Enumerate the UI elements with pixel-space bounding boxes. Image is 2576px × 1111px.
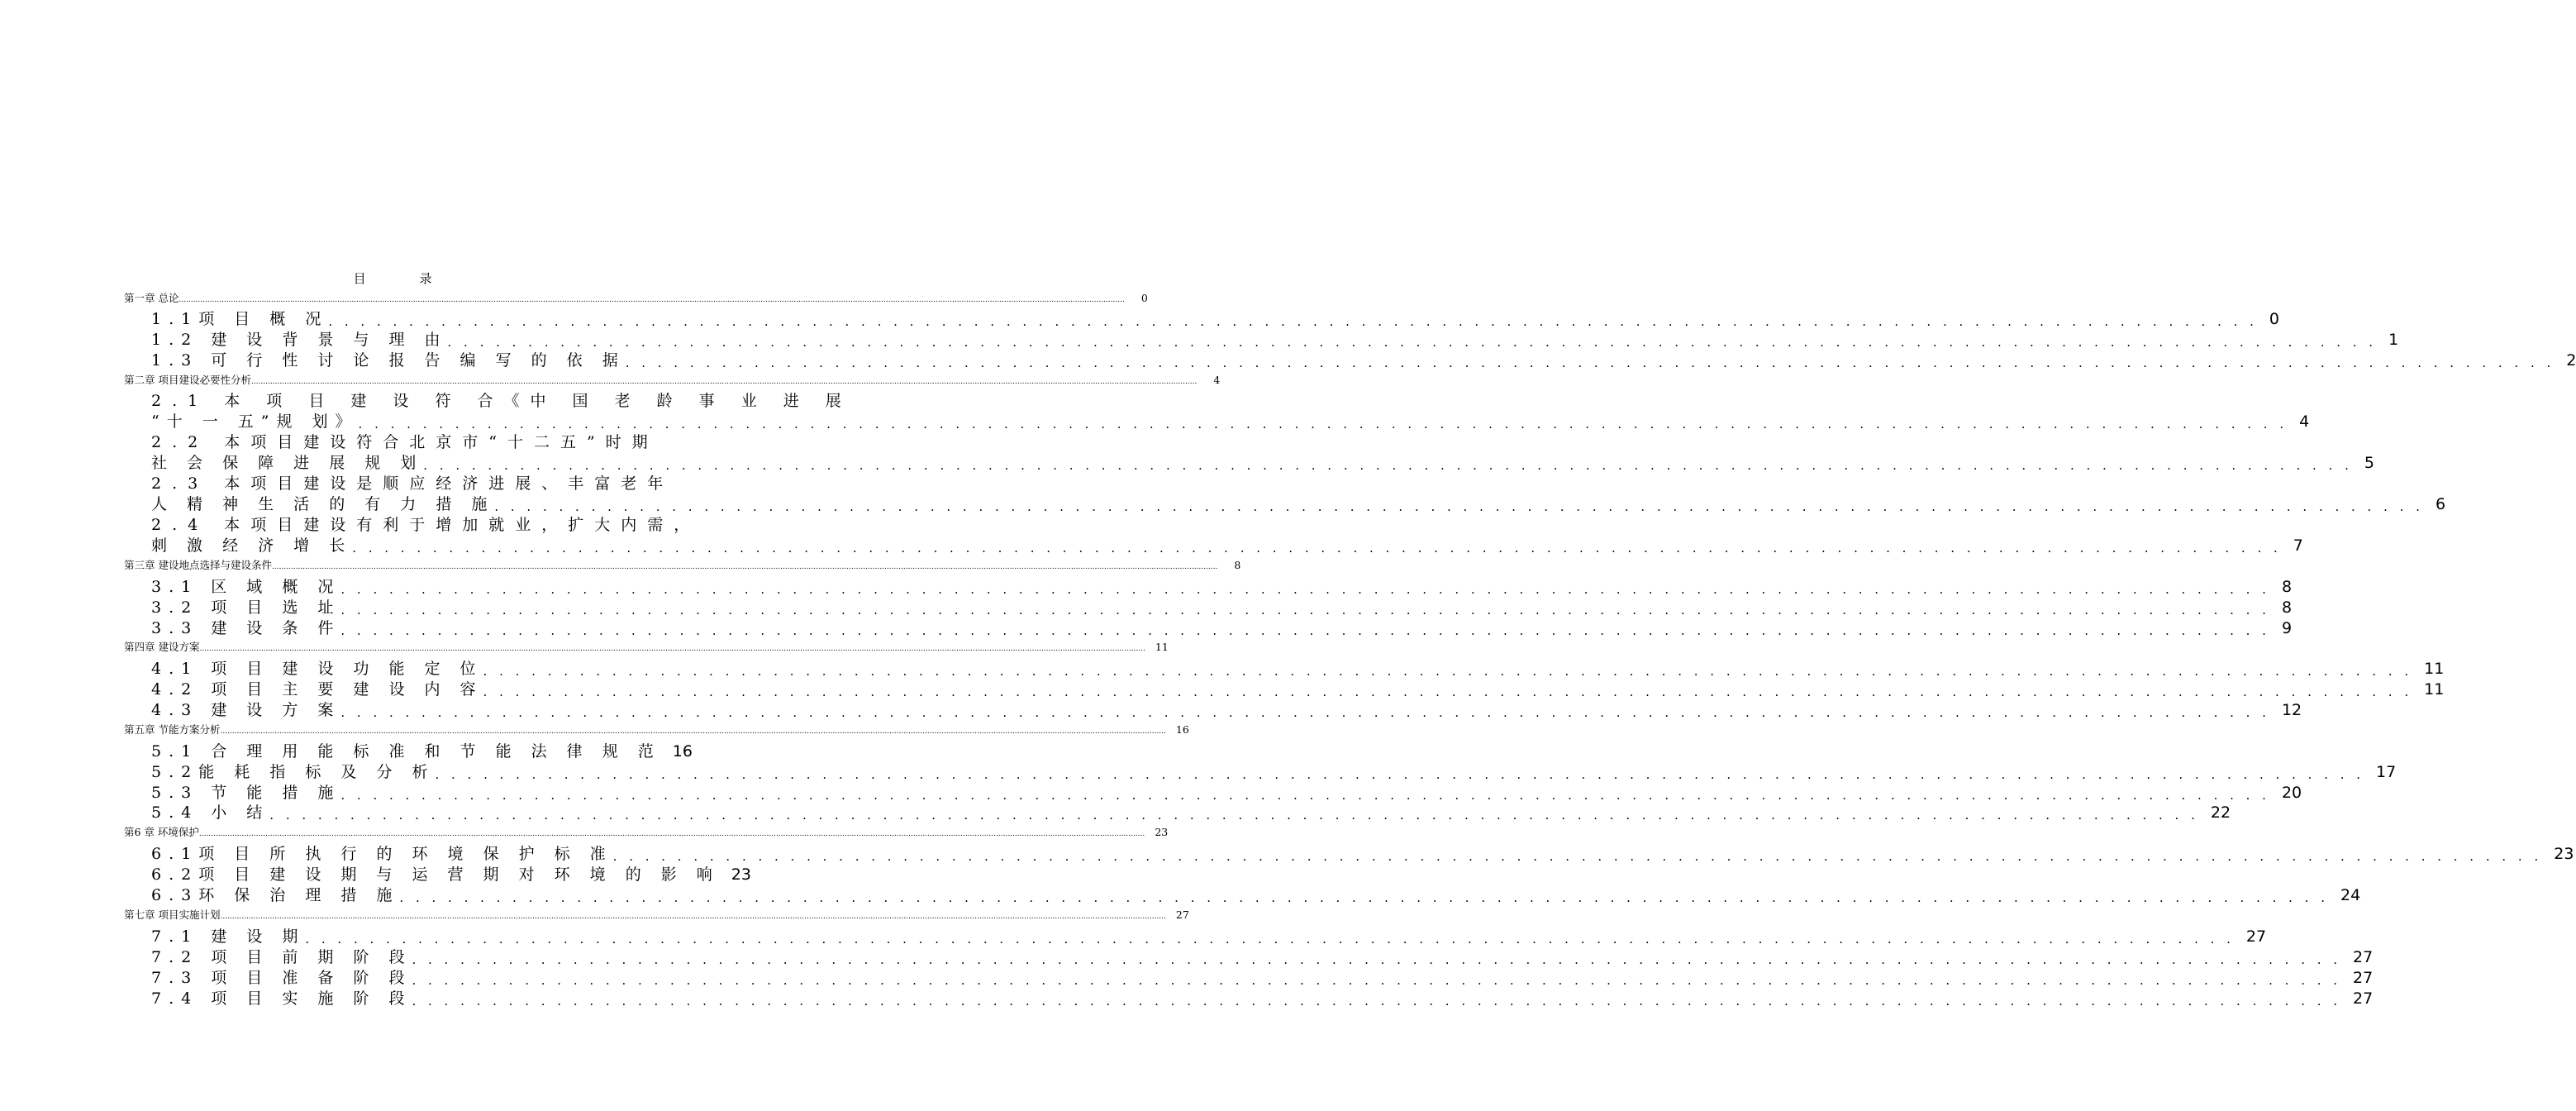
toc-page-number: 11 — [2424, 660, 2445, 678]
toc-section-entry — [151, 844, 2574, 865]
toc-chapter-entry — [124, 722, 1189, 737]
toc-page-number: 27 — [2353, 969, 2374, 987]
toc-section-entry — [151, 783, 2302, 803]
toc-leader-dots: . . . . . . . . . . . . . . . . . . . . . . . . . . . . . . . . . . . . . . . . . . . . . . . . . . . . . . . . . . . . . . . . . . . . . . . . . . . . . . . . . . . . . . . . . . . . . . . . . . . . . . . . . . . . . . . . . . . . . . . . — [358, 417, 2288, 432]
toc-page-number: 17 — [2376, 763, 2397, 781]
toc-entry-label: 5.3 节 能 措 施 — [151, 784, 341, 802]
toc-chapter-entry — [124, 640, 1169, 655]
toc-section-entry — [151, 700, 2302, 721]
toc-page-number: 8 — [2281, 598, 2293, 617]
toc-leader-dots: . . . . . . . . . . . . . . . . . . . . . . . . . . . . . . . . . . . . . . . . . . . . . . . . . . . . . . . . . . . . . . . . . . . . . . . . . . . . . . . . . . . . . . . . . . . . . . . . . . . . . . . . . . . . . . . . . . . . . . . . — [352, 541, 2282, 556]
toc-leader-dots: ................................................................................................................................................................................................................................................................................................................................................................................................................ — [199, 645, 1145, 653]
toc-chapter-entry — [124, 558, 1241, 573]
toc-section-entry — [151, 412, 2310, 432]
toc-entry-line: 2.2 本项目建设符合北京市“十二五”时期 — [151, 433, 659, 451]
toc-entry-line: 2.3 本项目建设是顺应经济进展、丰富老年 — [151, 474, 674, 493]
toc-section-entry — [151, 741, 693, 762]
toc-page-number: 16 — [1175, 723, 1189, 736]
toc-entry-label: 7.3 项 目 准 备 阶 段 — [151, 969, 412, 987]
toc-leader-dots: . . . . . . . . . . . . . . . . . . . . . . . . . . . . . . . . . . . . . . . . . . . . . . . . . . . . . . . . . . . . . . . . . . . . . . . . . . . . . . . . . . . . . . . . . . . . . . . . . . . . . . . . . . . . . . . . . . . . . . . . — [423, 458, 2353, 473]
toc-chapter-entry — [124, 825, 1169, 840]
toc-page-number: 16 — [672, 742, 693, 761]
toc-leader-dots: . . . . . . . . . . . . . . . . . . . . . . . . . . . . . . . . . . . . . . . . . . . . . . . . . . . . . . . . . . . . . . . . . . . . . . . . . . . . . . . . . . . . . . . . . . . . . . . . . . . . . . . . . . . . . . . . . . . . . . . . — [412, 973, 2342, 988]
toc-leader-dots: . . . . . . . . . . . . . . . . . . . . . . . . . . . . . . . . . . . . . . . . . . . . . . . . . . . . . . . . . . . . . . . . . . . . . . . . . . . . . . . . . . . . . . . . . . . . . . . . . . . . . . . . . . . . . . . . . . . . . . . . — [269, 808, 2199, 823]
toc-entry-label: 7.1 建 设 期 — [151, 927, 306, 946]
toc-section-entry — [151, 577, 2293, 598]
toc-section-entry — [151, 659, 2445, 679]
toc-entry-label: 6.2项 目 建 设 期 与 运 营 期 对 环 境 的 影 响 — [151, 865, 720, 884]
toc-section-entry — [151, 309, 2280, 330]
toc-page-number: 1 — [2388, 331, 2399, 349]
toc-page-number: 23 — [1155, 826, 1169, 838]
toc-section-entry — [151, 536, 2303, 556]
toc-entry-label: 第五章 节能方案分析 — [124, 723, 221, 736]
toc-entry-label: 7.2 项 目 前 期 阶 段 — [151, 948, 412, 966]
toc-title: 目 录 — [353, 271, 457, 286]
toc-section-entry — [151, 947, 2374, 968]
toc-entry-line: 2.1 本 项 目 建 设 符 合《中 国 老 龄 事 业 进 展 — [151, 392, 852, 410]
toc-section-entry — [151, 330, 2399, 350]
toc-section-entry — [151, 598, 2293, 618]
toc-chapter-entry — [124, 908, 1189, 923]
toc-page-number: 27 — [1175, 908, 1189, 921]
toc-page-number: 0 — [1140, 292, 1148, 304]
toc-page-number: 8 — [1234, 559, 1241, 571]
toc-leader-dots: ................................................................................................................................................................................................................................................................................................................................................................................................................ — [179, 296, 1125, 304]
toc-section-entry — [151, 803, 2231, 823]
toc-section-entry — [151, 494, 2446, 515]
toc-leader-dots: ................................................................................................................................................................................................................................................................................................................................................................................................................ — [220, 913, 1166, 921]
toc-page-number: 23 — [2554, 845, 2574, 863]
toc-entry-label: 人 精 神 生 活 的 有 力 措 施 — [151, 495, 495, 513]
toc-page-number: 20 — [2281, 784, 2302, 802]
toc-entry-label: 第七章 项目实施计划 — [124, 908, 221, 921]
toc-page-number: 6 — [2435, 495, 2446, 513]
toc-entry-label: 6.1项 目 所 执 行 的 环 境 保 护 标 准 — [151, 845, 613, 863]
toc-entry-label: 4.2 项 目 主 要 建 设 内 容 — [151, 680, 483, 699]
toc-chapter-entry — [124, 291, 1148, 306]
toc-entry-label: 4.3 建 设 方 案 — [151, 701, 341, 719]
toc-section-entry — [151, 762, 2397, 783]
toc-chapter-entry — [124, 373, 1221, 388]
toc-leader-dots: . . . . . . . . . . . . . . . . . . . . . . . . . . . . . . . . . . . . . . . . . . . . . . . . . . . . . . . . . . . . . . . . . . . . . . . . . . . . . . . . . . . . . . . . . . . . . . . . . . . . . . . . . . . . . . . . . . . . . . . . — [340, 705, 2270, 720]
toc-entry-label: “十 一 五”规 划》 — [151, 412, 359, 431]
toc-page-number: 24 — [2340, 886, 2361, 904]
toc-page-number: 27 — [2245, 927, 2267, 946]
toc-page-number: 11 — [2424, 680, 2445, 699]
toc-section-entry — [151, 618, 2293, 639]
toc-entry-label: 社 会 保 障 进 展 规 划 — [151, 454, 424, 472]
toc-entry-label: 第6 章 环境保护 — [124, 826, 199, 838]
toc-leader-dots: . . . . . . . . . . . . . . . . . . . . . . . . . . . . . . . . . . . . . . . . . . . . . . . . . . . . . . . . . . . . . . . . . . . . . . . . . . . . . . . . . . . . . . . . . . . . . . . . . . . . . . . . . . . . . . . . . . . . . . . . — [340, 603, 2270, 617]
toc-section-entry — [151, 989, 2374, 1009]
toc-leader-dots: . . . . . . . . . . . . . . . . . . . . . . . . . . . . . . . . . . . . . . . . . . . . . . . . . . . . . . . . . . . . . . . . . . . . . . . . . . . . . . . . . . . . . . . . . . . . . . . . . . . . . . . . . . . . . . . . . . . . . . . . — [340, 623, 2270, 638]
toc-page-number: 12 — [2281, 701, 2302, 719]
toc-page-number: 5 — [2364, 454, 2374, 472]
toc-page-number: 8 — [2281, 578, 2293, 596]
toc-page-number: 4 — [1213, 374, 1221, 386]
toc-entry-label: 第一章 总论 — [124, 292, 179, 304]
toc-page-number: 7 — [2293, 536, 2303, 555]
toc-leader-dots: ................................................................................................................................................................................................................................................................................................................................................................................................................ — [250, 378, 1198, 386]
toc-section-entry — [151, 679, 2445, 700]
toc-leader-dots: ................................................................................................................................................................................................................................................................................................................................................................................................................ — [271, 563, 1218, 571]
toc-page-number: 0 — [2269, 310, 2280, 328]
toc-leader-dots: . . . . . . . . . . . . . . . . . . . . . . . . . . . . . . . . . . . . . . . . . . . . . . . . . . . . . . . . . . . . . . . . . . . . . . . . . . . . . . . . . . . . . . . . . . . . . . . . . . . . . . . . . . . . . . . . . . . . . . . . — [305, 932, 2235, 946]
toc-entry-label: 3.3 建 设 条 件 — [151, 619, 341, 637]
toc-page-number: 9 — [2281, 619, 2293, 637]
toc-leader-dots: . . . . . . . . . . . . . . . . . . . . . . . . . . . . . . . . . . . . . . . . . . . . . . . . . . . . . . . . . . . . . . . . . . . . . . . . . . . . . . . . . . . . . . . . . . . . . . . . . . . . . . . . . . . . . . . . . . . . . . . . — [399, 890, 2329, 905]
toc-entry-label: 第四章 建设方案 — [124, 641, 200, 653]
toc-entry-label: 3.1 区 域 概 况 — [151, 578, 341, 596]
toc-section-entry — [151, 453, 2374, 474]
toc-section-entry — [151, 968, 2374, 989]
toc-leader-dots: . . . . . . . . . . . . . . . . . . . . . . . . . . . . . . . . . . . . . . . . . . . . . . . . . . . . . . . . . . . . . . . . . . . . . . . . . . . . . . . . . . . . . . . . . . . . . . . . . . . . . . . . . . . . . . . . . . . . . . . . — [483, 684, 2413, 699]
toc-entry-line: 2.4 本项目建设有利于增加就业，扩大内需， — [151, 516, 701, 534]
toc-entry-label: 第二章 项目建设必要性分析 — [124, 374, 251, 386]
toc-section-entry — [151, 885, 2361, 906]
toc-leader-dots: . . . . . . . . . . . . . . . . . . . . . . . . . . . . . . . . . . . . . . . . . . . . . . . . . . . . . . . . . . . . . . . . . . . . . . . . . . . . . . . . . . . . . . . . . . . . . . . . . . . . . . . . . . . . . . . . . . . . . . . . — [328, 314, 2258, 329]
toc-page-number: 22 — [2210, 803, 2231, 822]
toc-page-number: 23 — [731, 865, 751, 884]
toc-leader-dots: . . . . . . . . . . . . . . . . . . . . . . . . . . . . . . . . . . . . . . . . . . . . . . . . . . . . . . . . . . . . . . . . . . . . . . . . . . . . . . . . . . . . . . . . . . . . . . . . . . . . . . . . . . . . . . . . . . . . . . . . — [612, 849, 2543, 864]
toc-page-number: 11 — [1155, 641, 1169, 653]
toc-leader-dots: ................................................................................................................................................................................................................................................................................................................................................................................................................ — [198, 830, 1145, 838]
toc-entry-label: 5.2能 耗 指 标 及 分 析 — [151, 763, 436, 781]
toc-entry-label: 6.3环 保 治 理 措 施 — [151, 886, 400, 904]
toc-page-number: 4 — [2299, 412, 2310, 431]
toc-leader-dots: . . . . . . . . . . . . . . . . . . . . . . . . . . . . . . . . . . . . . . . . . . . . . . . . . . . . . . . . . . . . . . . . . . . . . . . . . . . . . . . . . . . . . . . . . . . . . . . . . . . . . . . . . . . . . . . . . . . . . . . . — [435, 767, 2365, 782]
toc-leader-dots: . . . . . . . . . . . . . . . . . . . . . . . . . . . . . . . . . . . . . . . . . . . . . . . . . . . . . . . . . . . . . . . . . . . . . . . . . . . . . . . . . . . . . . . . . . . . . . . . . . . . . . . . . . . . . . . . . . . . . . . . — [340, 788, 2270, 803]
toc-section-entry — [151, 350, 2576, 371]
toc-entry-label: 5.1 合 理 用 能 标 准 和 节 能 法 律 规 范 — [151, 742, 661, 761]
toc-entry-label: 第三章 建设地点选择与建设条件 — [124, 559, 272, 571]
toc-page-number: 2 — [2566, 351, 2576, 370]
toc-entry-label: 刺 激 经 济 增 长 — [151, 536, 353, 555]
toc-leader-dots: . . . . . . . . . . . . . . . . . . . . . . . . . . . . . . . . . . . . . . . . . . . . . . . . . . . . . . . . . . . . . . . . . . . . . . . . . . . . . . . . . . . . . . . . . . . . . . . . . . . . . . . . . . . . . . . . . . . . . . . . — [412, 952, 2342, 967]
toc-entry-label: 1.3 可 行 性 讨 论 报 告 编 写 的 依 据 — [151, 351, 626, 370]
toc-page-number: 27 — [2353, 989, 2374, 1008]
toc-leader-dots: . . . . . . . . . . . . . . . . . . . . . . . . . . . . . . . . . . . . . . . . . . . . . . . . . . . . . . . . . . . . . . . . . . . . . . . . . . . . . . . . . . . . . . . . . . . . . . . . . . . . . . . . . . . . . . . . . . . . . . . . — [483, 664, 2413, 679]
toc-leader-dots: . . . . . . . . . . . . . . . . . . . . . . . . . . . . . . . . . . . . . . . . . . . . . . . . . . . . . . . . . . . . . . . . . . . . . . . . . . . . . . . . . . . . . . . . . . . . . . . . . . . . . . . . . . . . . . . . . . . . . . . . — [494, 499, 2424, 514]
toc-leader-dots: ................................................................................................................................................................................................................................................................................................................................................................................................................ — [220, 727, 1166, 736]
toc-leader-dots: . . . . . . . . . . . . . . . . . . . . . . . . . . . . . . . . . . . . . . . . . . . . . . . . . . . . . . . . . . . . . . . . . . . . . . . . . . . . . . . . . . . . . . . . . . . . . . . . . . . . . . . . . . . . . . . . . . . . . . . . — [625, 355, 2555, 370]
toc-leader-dots: . . . . . . . . . . . . . . . . . . . . . . . . . . . . . . . . . . . . . . . . . . . . . . . . . . . . . . . . . . . . . . . . . . . . . . . . . . . . . . . . . . . . . . . . . . . . . . . . . . . . . . . . . . . . . . . . . . . . . . . . — [447, 335, 2378, 350]
toc-section-entry — [151, 927, 2267, 947]
toc-leader-dots: . . . . . . . . . . . . . . . . . . . . . . . . . . . . . . . . . . . . . . . . . . . . . . . . . . . . . . . . . . . . . . . . . . . . . . . . . . . . . . . . . . . . . . . . . . . . . . . . . . . . . . . . . . . . . . . . . . . . . . . . — [340, 582, 2270, 597]
toc-section-entry — [151, 865, 751, 885]
toc-entry-label: 7.4 项 目 实 施 阶 段 — [151, 989, 412, 1008]
toc-leader-dots: . . . . . . . . . . . . . . . . . . . . . . . . . . . . . . . . . . . . . . . . . . . . . . . . . . . . . . . . . . . . . . . . . . . . . . . . . . . . . . . . . . . . . . . . . . . . . . . . . . . . . . . . . . . . . . . . . . . . . . . . — [412, 994, 2342, 1008]
toc-entry-label: 3.2 项 目 选 址 — [151, 598, 341, 617]
toc-entry-label: 5.4 小 结 — [151, 803, 270, 822]
toc-entry-label: 1.1项 目 概 况 — [151, 310, 329, 328]
toc-entry-label: 1.2 建 设 背 景 与 理 由 — [151, 331, 448, 349]
toc-page-number: 27 — [2353, 948, 2374, 966]
toc-entry-label: 4.1 项 目 建 设 功 能 定 位 — [151, 660, 483, 678]
